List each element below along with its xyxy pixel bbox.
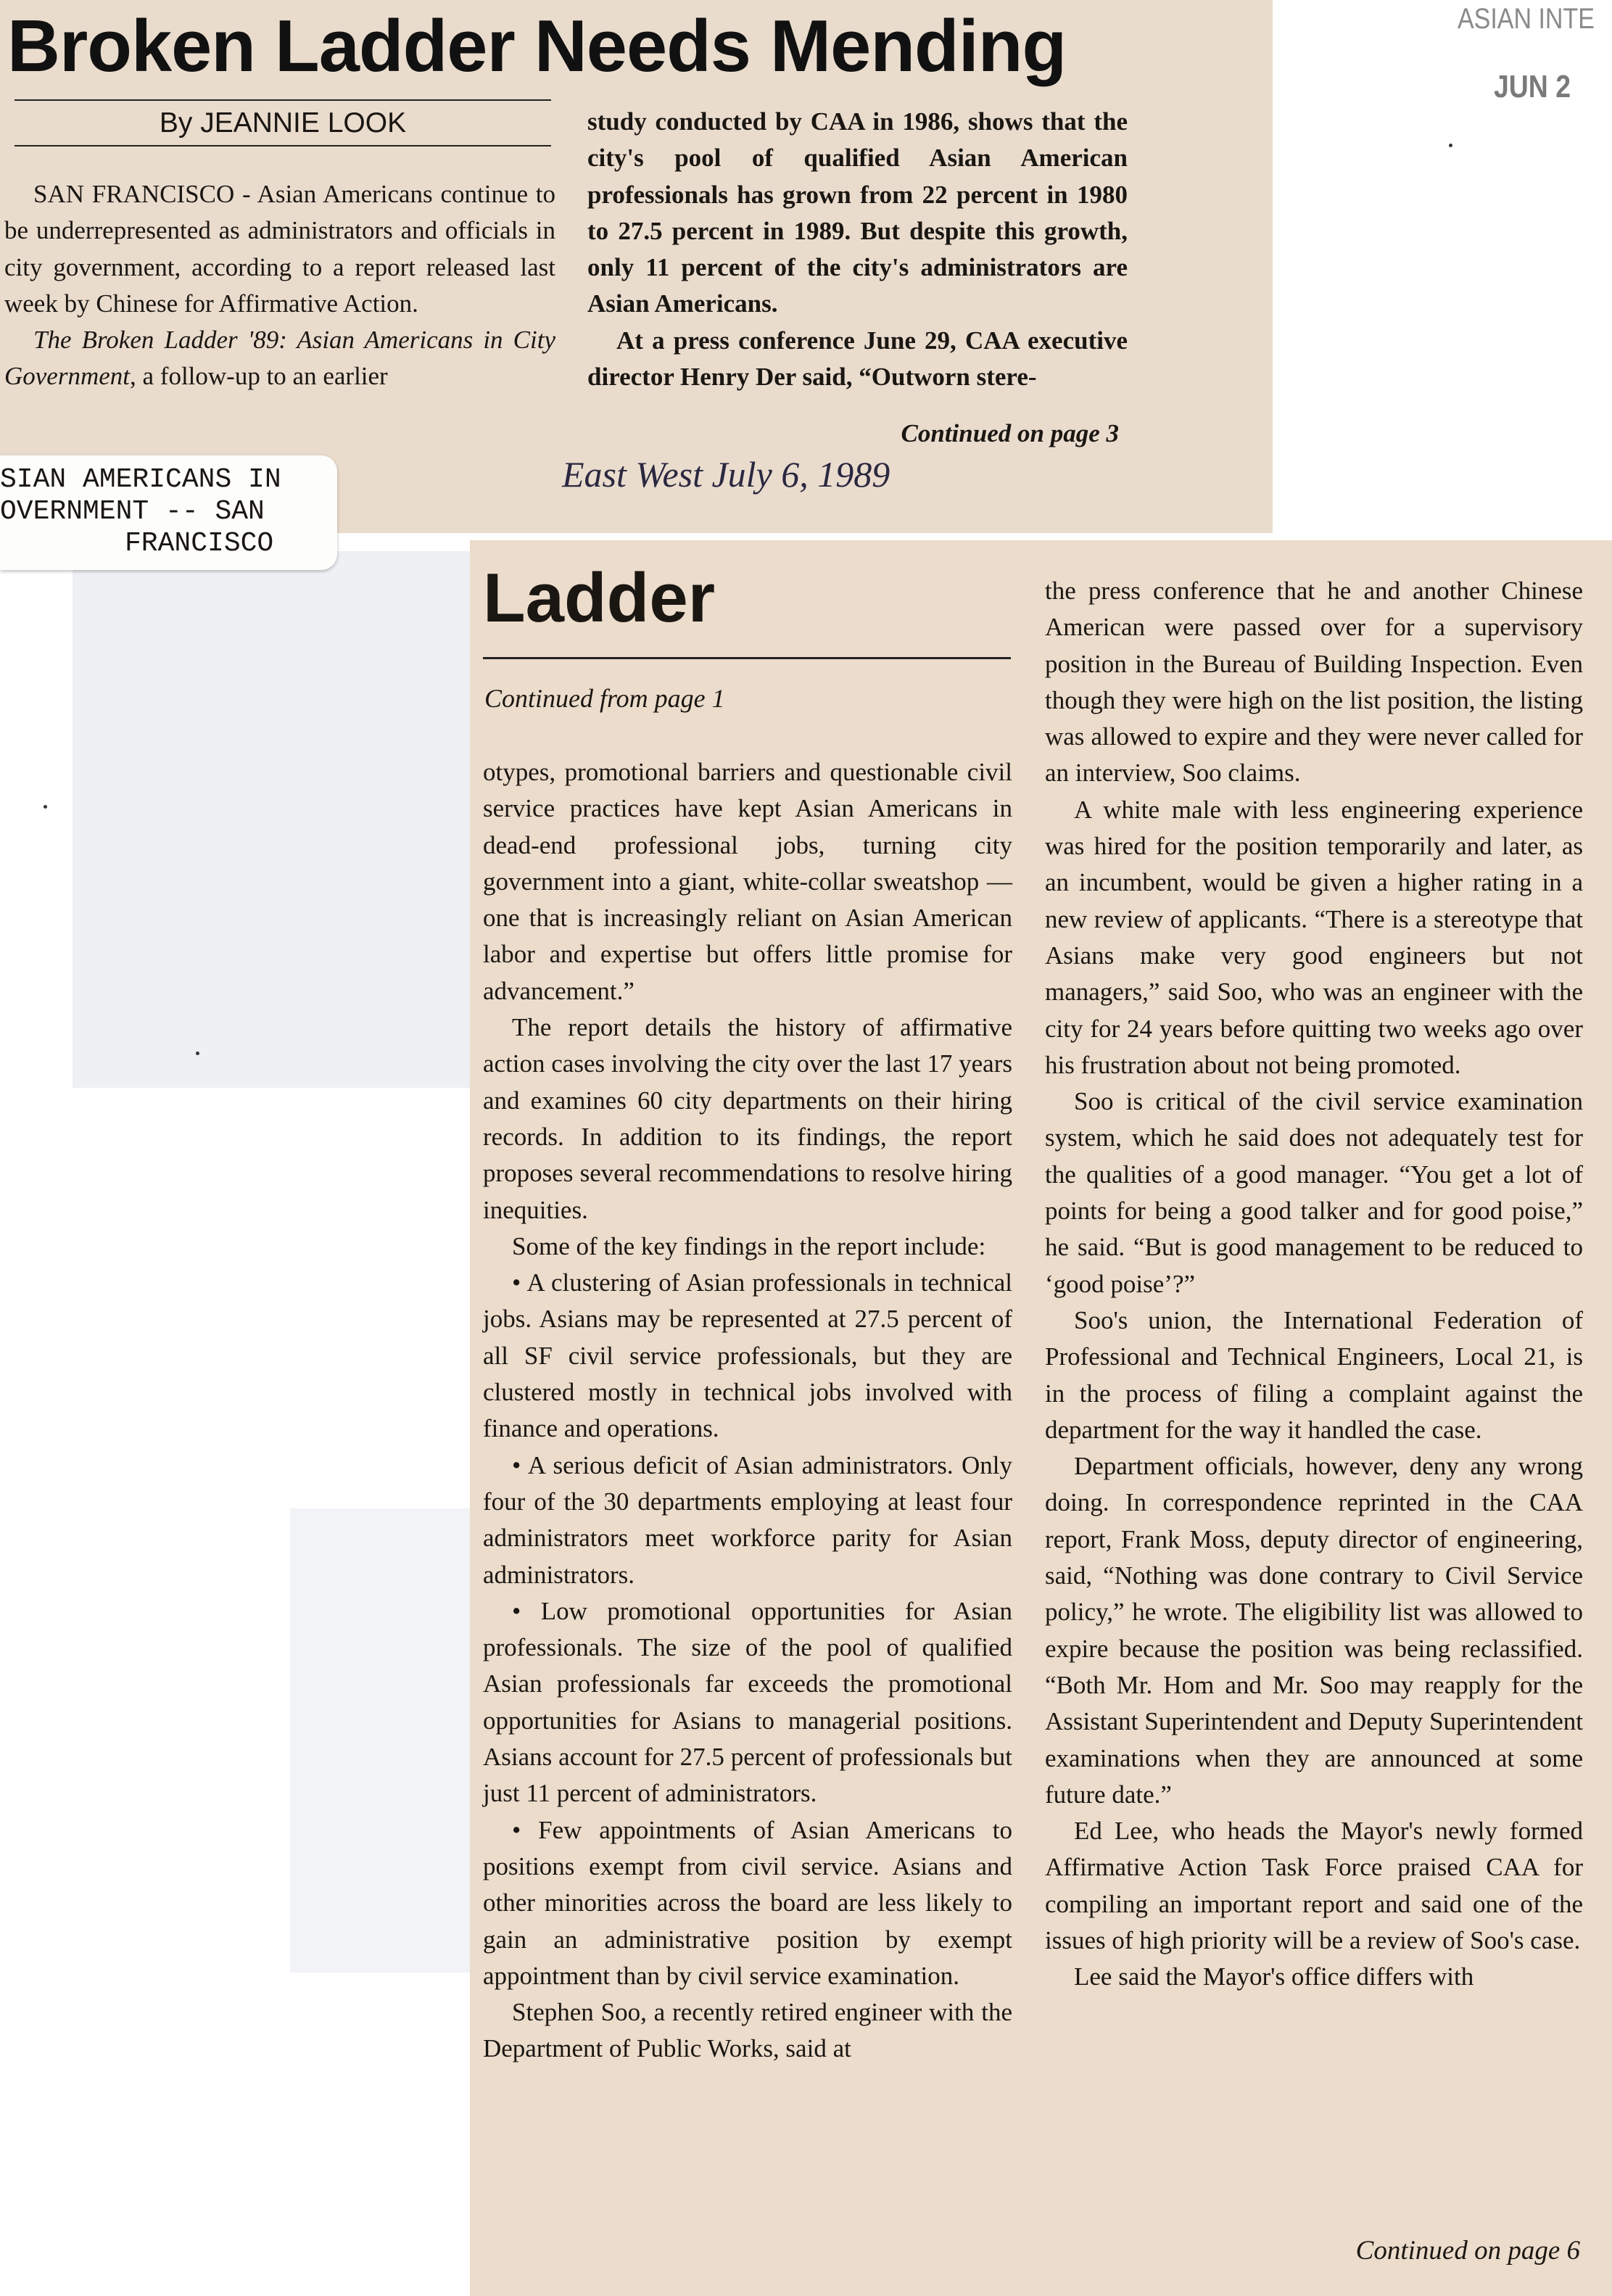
paragraph: Some of the key findings in the report include: [512,1231,986,1260]
speck [196,1052,199,1055]
byline: By JEANNIE LOOK [159,107,407,139]
paragraph: otypes, promotional barriers and questionable civil service practices have kept Asian Americans in dead-end professional jobs, turning city government into a giant, white-collar sweatshop — one that is increasingly reliant on Asian American labor and expertise but offers little promise for advancement.” [483,758,1012,1005]
paragraph: At a press conference June 29, CAA executive director Henry Der said, “Outworn stere- [587,326,1128,392]
byline-rule-bottom [15,145,551,146]
headline: Broken Ladder Needs Mending [7,6,1067,87]
speck [44,805,47,809]
article-column-1 [4,176,555,395]
received-stamp-text: ASIAN INTE [1458,3,1595,35]
paragraph: A white male with less engineering experience was hired for the position temporarily and later, as an incumbent, would be given a higher rating in a new review of applicants. “There is a stereotype that Asians make very good engineers but not managers,” said Soo, who was an engineer with the city for 24 years before quitting two weeks ago over his frustration about not being promoted. [1045,795,1583,1079]
paragraph: Soo is critical of the civil service examination system, which he said does not adequately test for the qualities of a good manager. “You get a lot of points for being a good talker and for good poise,” he said. “But is good management to be reduced to ‘good poise’?” [1045,1087,1583,1298]
paragraph: The Broken Ladder '89: Asian Americans in City Government, a follow-up to an earlier [4,326,555,391]
continuation-column-1 [483,754,1012,2068]
received-stamp-date: JUN 2 [1494,69,1571,104]
paragraph: SAN FRANCISCO - Asian Americans continue to be underrepresented as administrators and officials in city government, according to a report released last week by Chinese for Affirmative Action. [4,180,555,318]
heading-rule [483,657,1011,659]
handwritten-note: East West July 6, 1989 [562,454,890,495]
bullet-finding: • A serious deficit of Asian administrators. Only four of the 30 departments employing at least four administrators meet workforce parity for Asian administrators. [483,1450,1012,1589]
continued-on-page-3: Continued on page 3 [901,419,1119,447]
paragraph: study conducted by CAA in 1986, shows that the city's pool of qualified Asian American professionals has grown from 22 percent in 1980 to 27.5 percent in 1989. But despite this growth, only 11 percent of the city's administrators are Asian Americans. [587,107,1128,318]
label-line: SIAN AMERICANS IN [0,464,281,495]
article-column-2 [587,104,1128,395]
continued-from-page-1: Continued from page 1 [484,684,725,713]
paragraph: The report details the history of affirmative action cases involving the city over the last 17 years and examines 60 city departments on their hiring records. In addition to its findings, the report proposes several recommendations to resolve hiring inequities. [483,1013,1012,1224]
speck [1449,144,1452,147]
bullet-finding: • A clustering of Asian professionals in technical jobs. Asians may be represented at 27.5 percent of all SF civil service professionals, but they are clustered mostly in technical jobs involved with finance and operations. [483,1268,1012,1443]
paragraph: Department officials, however, deny any wrong doing. In correspondence reprinted in the CAA report, Frank Moss, deputy director of engineering, said, “Nothing was done contrary to Civil Service policy,” he wrote. The eligibility list was allowed to expire because the position was being reclassified. “Both Mr. Hom and Mr. Soo may reapply for the Assistant Superintendent and Deputy Superintendent examinations when they are announced at some future date.” [1045,1452,1583,1809]
byline-rule-top [15,99,551,101]
continued-on-page-6: Continued on page 6 [1355,2236,1580,2266]
paragraph: Lee said the Mayor's office differs with [1074,1962,1474,1991]
continuation-heading: Ladder [483,559,716,637]
label-line: FRANCISCO [125,528,274,559]
bullet-finding: • Few appointments of Asian Americans to positions exempt from civil service. Asians and other minorities across the board are less likely to gain an administrative position by exempt appointment than by civil service examination. [483,1815,1012,1990]
paragraph: the press conference that he and another Chinese American were passed over for a supervisory position in the Bureau of Building Inspection. Even though they were high on the list position, the listing was allowed to expire and they were never called for an interview, Soo claims. [1045,577,1583,788]
label-line: OVERNMENT -- SAN [0,496,265,527]
paragraph: Soo's union, the International Federation of Professional and Technical Engineers, Local 21, is in the process of filing a complaint against the department for the way it handled the case. [1045,1305,1583,1444]
bleed-through-shadow [290,1508,479,1973]
continuation-column-2 [1045,573,1583,1996]
paragraph: Stephen Soo, a recently retired engineer with the Department of Public Works, said at [483,1998,1012,2063]
bullet-finding: • Low promotional opportunities for Asian professionals. The size of the pool of qualified Asian professionals far exceeds the promotional opportunities for Asians to managerial positions. Asians account for 27.5 percent of professionals but just 11 percent of administrators. [483,1596,1012,1808]
paragraph: Ed Lee, who heads the Mayor's newly formed Affirmative Action Task Force praised CAA for compiling an important report and said one of the issues of high priority will be a review of Soo's case. [1045,1817,1583,1954]
report-title: The Broken Ladder '89: Asian Americans in City Government [4,326,555,391]
subject-label [0,455,337,570]
bleed-through-shadow [73,551,479,1088]
